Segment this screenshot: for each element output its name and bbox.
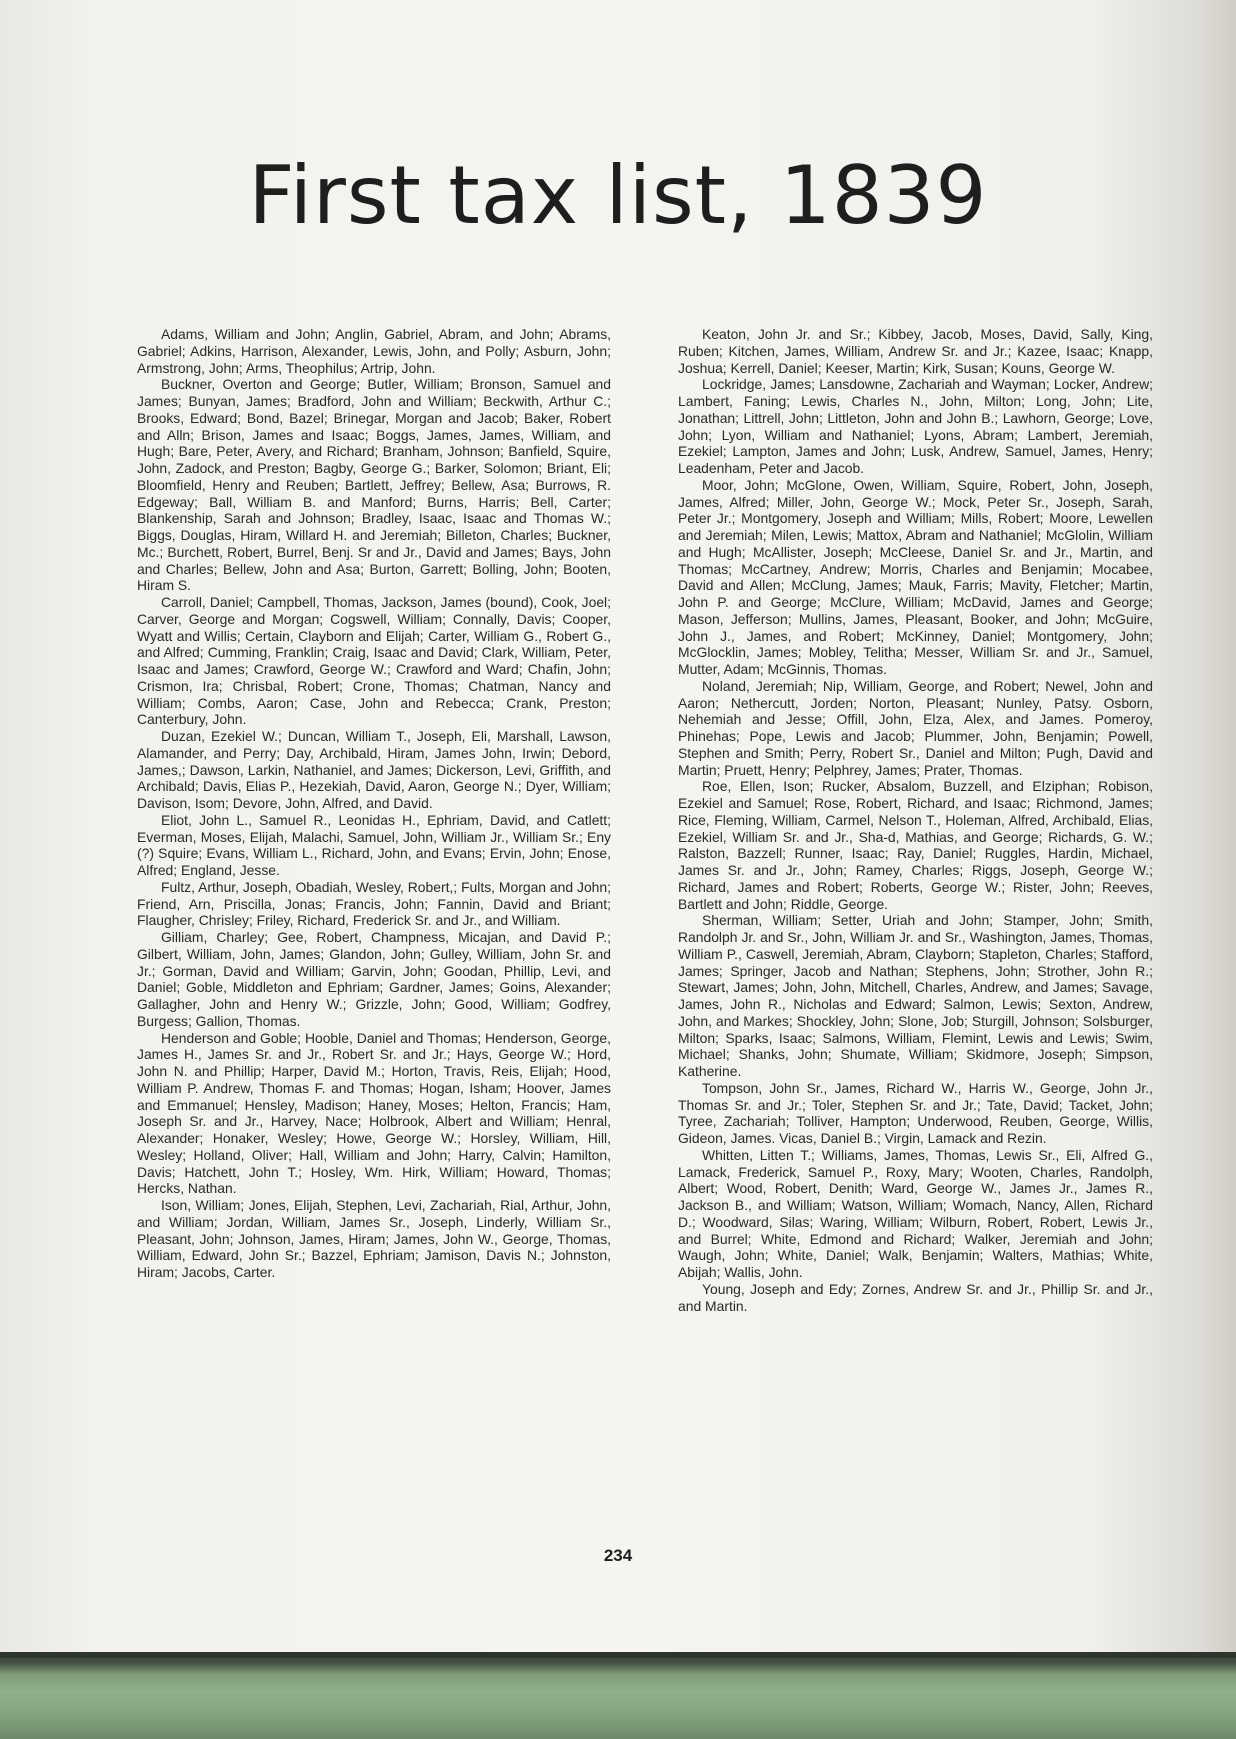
tax-list-entry: Buckner, Overton and George; Butler, William; Bronson, Samuel and James; Bunyan, James; Bradford, John and William; Beckwith, Arthur C.; Brooks, Edward; Bond, Bazel; Brinegar, Morgan and Jacob; Baker, Robert and Alln; Brison, James and Isaac; Boggs, James, James, William, and Hugh; Bare, Peter, Avery, and Richard; Branham, Johnson; Banfield, Squire, John, Zadock, and Preston; Bagby, George G.; Barker, Solomon; Briant, Eli; Bloomfield, Henry and Reuben; Bartlett, Jeffrey; Bellew, Asa; Burrows, R. Edgeway; Ball, William B. and Manford; Burns, Harris; Bell, Carter; Blankenship, Sarah and Johnson; Bradley, Isaac, Isaac and Thomas W.; Biggs, Douglas, Hiram, Willard H. and Jeremiah; Billeton, Charles; Buckner, Mc.; Burchett, Robert, Burrel, Benj. Sr and Jr., David and James; Bays, John and Charles; Bellew, John and Asa; Burton, Garrett; Bolling, John; Booten, Hiram S. [137,376,611,594]
scan-background-strip [0,1652,1236,1739]
tax-list-entry: Gilliam, Charley; Gee, Robert, Champness, Micajan, and David P.; Gilbert, William, John, James; Glandon, John; Gulley, William, John Sr. and Jr.; Gorman, David and William; Garvin, John; Goodan, Phillip, Levi, and Daniel; Goble, Middleton and Ephriam; Gardner, James; Goins, Alexander; Gallagher, John and Henry W.; Grizzle, John; Good, William; Godfrey, Burgess; Gallion, Thomas. [137,929,611,1029]
tax-list-entry: Fultz, Arthur, Joseph, Obadiah, Wesley, Robert,; Fults, Morgan and John; Friend, Arn, Priscilla, Jonas; Francis, John; Fannin, David and Briant; Flaugher, Chrisley; Friley, Richard, Frederick Sr. and Jr., and William. [137,878,611,929]
tax-list-entry: Ison, William; Jones, Elijah, Stephen, Levi, Zachariah, Rial, Arthur, John, and William; Jordan, William, James Sr., Joseph, Linderly, William Sr., Pleasant, John; Johnson, James, Hiram; James, John W., George, Thomas, William, Edward, John Sr.; Bazzel, Ephriam; Jamison, Davis N.; Johnston, Hiram; Jacobs, Carter. [137,1197,611,1280]
tax-list-entry: Tompson, John Sr., James, Richard W., Harris W., George, John Jr., Thomas Sr. and Jr.; Toler, Stephen Sr. and Jr.; Tate, David; Tacket, John; Tyree, Zachariah; Tolliver, Hampton; Underwood, Reuben, George, Willis, Gideon, James. Vicas, Daniel B.; Virgin, Lamack and Rezin. [678,1079,1153,1146]
right-column [678,326,1153,1314]
page-number: 234 [603,1546,633,1565]
tax-list-entry: Sherman, William; Setter, Uriah and John; Stamper, John; Smith, Randolph Jr. and Sr., John, William Jr. and Sr., Washington, James, Thomas, William P., Caswell, Jeremiah, Abram, Clayborn; Stapleton, Charles; Stafford, James; Springer, Jacob and Nathan; Stephens, John; Strother, John R.; Stewart, James; John, John, Mitchell, Charles, Andrew, and James; Savage, James, John R., Nicholas and Edward; Salmon, Lewis; Sexton, Andrew, John, and Markes; Shockley, John; Slone, Job; Sturgill, Johnson; Solsburger, Milton; Sparks, Isaac; Salmons, William, Flemint, Lewis and Lewis; Swim, Michael; Shanks, John; Shumate, William; Skidmore, Joseph; Simpson, Katherine. [678,912,1153,1079]
tax-list-entry: Noland, Jeremiah; Nip, William, George, and Robert; Newel, John and Aaron; Nethercutt, Jorden; Norton, Pleasant; Nunley, Patsy. Osborn, Nehemiah and Jesse; Offill, John, Elza, Alex, and James. Pomeroy, Phinehas; Pope, Lewis and Jacob; Plummer, John, Benjamin; Powell, Stephen and Smith; Perry, Robert Sr., Daniel and Milton; Pugh, David and Martin; Pruett, Henry; Pelphrey, James; Prater, Thomas. [678,677,1153,778]
tax-list-entry: Young, Joseph and Edy; Zornes, Andrew Sr. and Jr., Phillip Sr. and Jr., and Martin. [678,1280,1153,1314]
tax-list-entry: Keaton, John Jr. and Sr.; Kibbey, Jacob, Moses, David, Sally, King, Ruben; Kitchen, James, William, Andrew Sr. and Jr.; Kazee, Isaac; Knapp, Joshua; Kerrell, Daniel; Keeser, Martin; Kirk, Susan; Kouns, George W. [678,326,1153,376]
tax-list-entry: Carroll, Daniel; Campbell, Thomas, Jackson, James (bound), Cook, Joel; Carver, George and Morgan; Cogswell, William; Connally, Davis; Cooper, Wyatt and Willis; Certain, Clayborn and Elijah; Carter, William G., Robert G., and Alfred; Cumming, Franklin; Craig, Isaac and David; Clark, William, Peter, Isaac and James; Crawford, George W.; Crawford and Ward; Chafin, John; Crismon, Ira; Chrisbal, Robert; Crone, Thomas; Chatman, Nancy and William; Combs, Aaron; Case, John and Rebecca; Crank, Preston; Canterbury, John. [137,594,611,728]
tax-list-entry: Adams, William and John; Anglin, Gabriel, Abram, and John; Abrams, Gabriel; Adkins, Harrison, Alexander, Lewis, John, and Polly; Asburn, John; Armstrong, John; Arms, Theophilus; Artrip, John. [137,326,611,376]
left-column [137,326,611,1281]
page-title: First tax list, 1839 [248,149,988,242]
tax-list-entry: Eliot, John L., Samuel R., Leonidas H., Ephriam, David, and Catlett; Everman, Moses, Elijah, Malachi, Samuel, John, William Jr., William Sr.; Eny (?) Squire; Evans, William L., Richard, John, and Evans; Ervin, John; Enose, Alfred; England, Jesse. [137,811,611,878]
tax-list-entry: Lockridge, James; Lansdowne, Zachariah and Wayman; Locker, Andrew; Lambert, Faning; Lewis, Charles N., John, Milton; Long, John; Lite, Jonathan; Littrell, John; Littleton, John and John B.; Lawhorn, George; Love, John; Lyon, William and Nathaniel; Lyons, Abram; Lambert, Jeremiah, Ezekiel; Lampton, James and John; Lusk, Andrew, Samuel, James, Henry; Leadenham, Peter and Jacob. [678,376,1153,476]
tax-list-entry: Whitten, Litten T.; Williams, James, Thomas, Lewis Sr., Eli, Alfred G., Lamack, Frederick, Samuel P., Roxy, Mary; Wooten, Charles, Randolph, Albert; Wood, Robert, Denith; Ward, George W., James Jr., James R., Jackson B., and William; Watson, William; Womach, Nancy, Allen, Richard D.; Woodward, Silas; Waring, William; Wilburn, Robert, Robert, Lewis Jr., and Burrel; White, Edmond and Richard; Walker, Jeremiah and John; Waugh, John; White, Daniel; Walk, Benjamin; Walters, Mathias; White, Abijah; Wallis, John. [678,1146,1153,1280]
tax-list-entry: Henderson and Goble; Hooble, Daniel and Thomas; Henderson, George, James H., James Sr. and Jr., Robert Sr. and Jr.; Hays, George W.; Hord, John N. and Phillip; Harper, David M.; Horton, Travis, Reis, Elijah; Hood, William P. Andrew, Thomas F. and Thomas; Hogan, Isham; Hoover, James and Emmanuel; Hensley, Madison; Haney, Moses; Helton, Francis; Ham, Joseph Sr. and Jr., Harvey, Nace; Holbrook, Albert and William; Henral, Alexander; Honaker, Wesley; Howe, George W.; Horsley, William, Hill, Wesley; Holland, Oliver; Hall, William and John; Harry, Calvin; Hamilton, Davis; Hatchett, John T.; Hosley, Wm. Hirk, William; Howard, Thomas; Hercks, Nathan. [137,1029,611,1197]
tax-list-entry: Moor, John; McGlone, Owen, William, Squire, Robert, John, Joseph, James, Alfred; Miller, John, George W.; Mock, Peter Sr., Joseph, Sarah, Peter Jr.; Montgomery, Joseph and William; Mills, Robert; Moore, Lewellen and Jeremiah; Milen, Lewis; Mattox, Abram and Nathaniel; McGlolin, William and Hugh; McAllister, Joseph; McCleese, Daniel Sr. and Jr., Martin, and Thomas; McCartney, Andrew; Morris, Charles and Benjamin; Mocabee, David and Allen; McClung, James; Mauk, Farris; Mavity, Fletcher; Martin, John P. and George; McClure, William; McDavid, James and George; Mason, Jefferson; Mullins, James, Pleasant, Booker, and John; McGuire, John J., James, and Robert; McKinney, Daniel; Montgomery, John; McGlocklin, James; Mobley, Telitha; Messer, William Sr. and Jr., Samuel, Mutter, Adam; McGinnis, Thomas. [678,476,1153,677]
tax-list-entry: Roe, Ellen, Ison; Rucker, Absalom, Buzzell, and Elziphan; Robison, Ezekiel and Samuel; Rose, Robert, Richard, and Isaac; Richmond, James; Rice, Fleming, William, Carmel, Nelson T., Holeman, Alfred, Archibald, Elias, Ezekiel, William Sr. and Jr., Sha-d, Mathias, and George; Richards, G. W.; Ralston, Bazzell; Runner, Isaac; Ray, Daniel; Ruggles, Hardin, Michael, James Sr. and Jr., John; Ramey, Charles; Riggs, Joseph, George W.; Richard, James and Robert; Roberts, George W.; Rister, John; Reeves, Bartlett and John; Riddle, George. [678,778,1153,912]
tax-list-entry: Duzan, Ezekiel W.; Duncan, William T., Joseph, Eli, Marshall, Lawson, Alamander, and Perry; Day, Archibald, Hiram, James John, Irwin; Debord, James,; Dawson, Larkin, Nathaniel, and James; Dickerson, Levi, Griffith, and Archibald; Davis, Elias P., Hezekiah, David, Aaron, George N.; Dyer, William; Davison, Isom; Devore, John, Alfred, and David. [137,728,611,811]
